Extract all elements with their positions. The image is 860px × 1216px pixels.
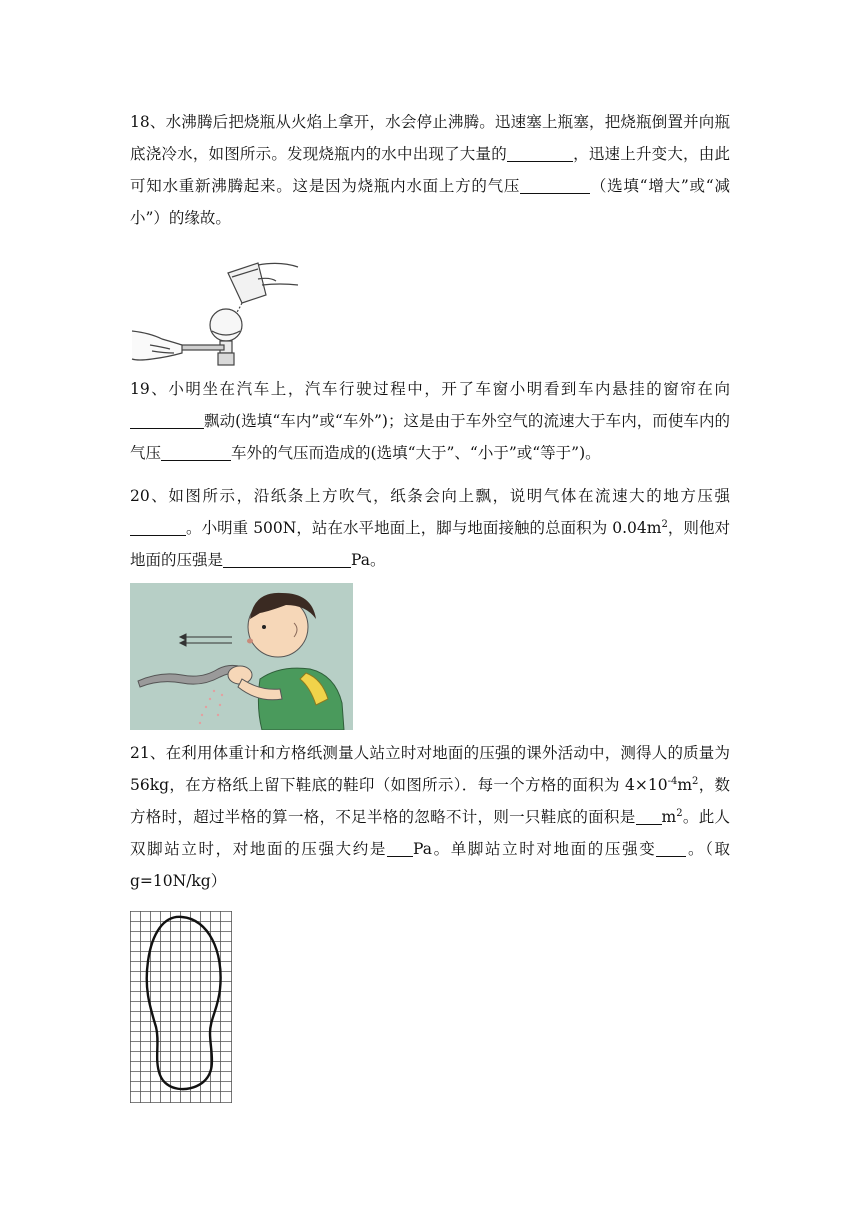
answer-blank[interactable] bbox=[161, 442, 231, 461]
answer-blank[interactable] bbox=[387, 838, 413, 857]
answer-blank[interactable] bbox=[507, 143, 573, 162]
question-20-text: 20、如图所示，沿纸条上方吹气，纸条会向上飘，说明气体在流速大的地方压强。小明重 500N，站在水平地面上，脚与地面接触的总面积为 $0.04m^2$，则他对地面的压强是 Pa。 bbox=[130, 487, 730, 569]
answer-blank[interactable] bbox=[656, 838, 686, 857]
answer-blank[interactable] bbox=[223, 549, 351, 568]
question-18 bbox=[130, 106, 730, 234]
shoe-print-grid-figure bbox=[130, 911, 232, 1103]
question-19-text: 19、小明坐在汽车上，汽车行驶过程中，开了车窗小明看到车内悬挂的窗帘在向飘动(选填“车内”或“车外”)；这是由于车外空气的流速大于车内，而使车内的气压 车外的气压而造成的(选填“大于”、“小于”或“等于”)。 bbox=[130, 380, 730, 462]
answer-blank[interactable] bbox=[636, 806, 662, 825]
answer-blank[interactable] bbox=[520, 175, 590, 194]
blowing-paper-figure bbox=[130, 583, 353, 730]
question-21-text: 21、在利用体重计和方格纸测量人站立时对地面的压强的课外活动中，测得人的质量为 56kg，在方格纸上留下鞋底的鞋印（如图所示）．每一个方格的面积为 $4\times 10^{-4}m^2$，数方格时，超过半格的算一格，不足半格的忽略不计，则一只鞋底的面积是 $m^2$。此人双脚站立时，对地面的压强大约是 Pa。单脚站立时对地面的压强变 。（取 g=10N/kg） bbox=[130, 744, 730, 890]
question-21 bbox=[130, 737, 730, 897]
answer-blank[interactable] bbox=[130, 517, 186, 536]
question-20 bbox=[130, 480, 730, 576]
answer-blank[interactable] bbox=[130, 410, 204, 429]
flask-cooling-figure bbox=[130, 255, 300, 370]
question-19 bbox=[130, 373, 730, 469]
question-18-text: 18、水沸腾后把烧瓶从火焰上拿开，水会停止沸腾。迅速塞上瓶塞，把烧瓶倒置并向瓶底浇冷水，如图所示。发现烧瓶内的水中出现了大量的 ，迅速上升变大，由此可知水重新沸腾起来。这是因为烧瓶内水面上方的气压 （选填“增大”或“减小”）的缘故。 bbox=[130, 113, 730, 227]
